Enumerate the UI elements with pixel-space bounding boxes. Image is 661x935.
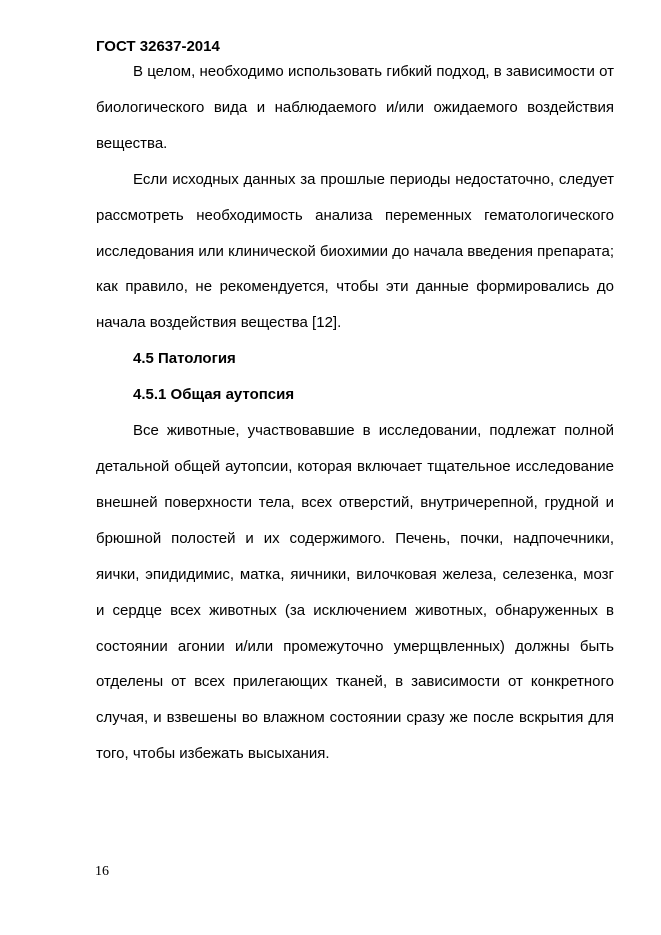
paragraph-historical-data: Если исходных данных за прошлые периоды недостаточно, следует рассмотреть необходимость анализа переменных гематологического исследования или клинической биохимии до начала введения препарата; как правило, не рекомендуется, чтобы эти данные формировались до начала воздействия вещества [12]. bbox=[96, 170, 614, 332]
document-body bbox=[96, 54, 614, 772]
paragraph-autopsy: Все животные, участвовавшие в исследовании, подлежат полной детальной общей аутопсии, которая включает тщательное исследование внешней поверхности тела, всех отверстий, внутричерепной, грудной и брюшной полостей и их содержимого. Печень, почки, надпочечники, яички, эпидидимис, матка, яичники, вилочковая железа, селезенка, мозг и сердце всех животных (за исключением животных, обнаруженных в состоянии агонии и/или промежуточно умерщвленных) должны быть отделены от всех прилегающих тканей, в зависимости от конкретного случая, и взвешены во влажном состоянии сразу же после вскрытия для того, чтобы избежать высыхания. bbox=[96, 422, 614, 763]
paragraph-flexible-approach: В целом, необходимо использовать гибкий подход, в зависимости от биологического вида и наблюдаемого и/или ожидаемого воздействия вещества. bbox=[96, 63, 614, 152]
document-code: ГОСТ 32637-2014 bbox=[96, 38, 220, 55]
subsection-heading-autopsy: 4.5.1 Общая аутопсия bbox=[133, 386, 295, 404]
section-heading-pathology: 4.5 Патология bbox=[133, 350, 236, 368]
page-number: 16 bbox=[95, 864, 109, 879]
